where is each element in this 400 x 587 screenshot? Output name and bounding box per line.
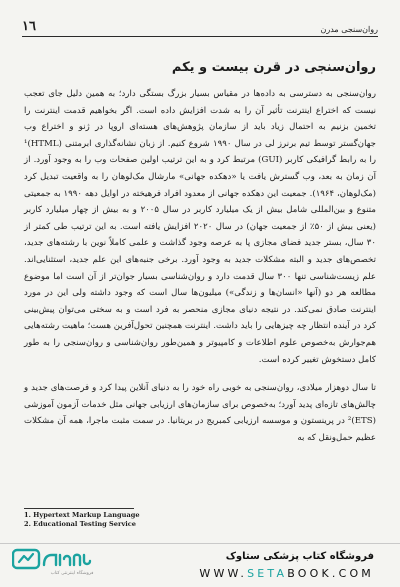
url-prefix: WWW. [199, 567, 248, 580]
paragraph-2: تا سال دوهزار میلادی، روان‌سنجی به خوبی راه خود را به دنیای آنلاین پیدا کرد و فرصت‌های جدید و چالش‌های تازه‌ای پدید آورد؛ به‌خصوص برای سازمان‌های ارزیابی جهانی مثل خدمات آزمون آموزشی (ETS)² در پرینستون و موسسه ارزیابی کمبریج در بریتانیا. در سمت مثبت ماجرا، همه آن مشکلات عظیم حمل‌ونقل که به [24, 383, 376, 443]
logo-mark [12, 547, 92, 571]
logo-tagline: فروشگاه اینترنتی کتاب [50, 571, 94, 576]
paragraph-1: روان‌سنجی به دسترسی به داده‌ها در مقیاس بسیار بزرگ بستگی دارد؛ به همین دلیل جای تعجب نیست که اختراع اینترنت تأثیر آن را به شدت افزایش داده است. اگر بخواهیم قدمت اینترنت را تخمین بزنیم به احتمال زیاد باید از سازمان پژوهش‌های هسته‌ای اروپا در ژنو و اختراع وب جهان‌گستر توسط تیم برنرز لی در سال ۱۹۹۰ شروع کنیم. از زبان نشانه‌گذاری ابرمتنی (HTML)¹ را به رابط گرافیکی کاربر (GUI) مرتبط کرد و به این ترتیب اولین صفحات وب را به وجود آورد. از آن زمان به بعد، وب گسترش یافت یا «دهکده جهانی» مارشال مک‌لوهان را به واقعیت تبدیل کرد (مک‌لوهان، ۱۹۶۴). جمعیت این دهکده جهانی از معدود افراد فرهیخته در اوایل دهه ۱۹۹۰ به جمعیتی متنوع و بین‌المللی شامل بیش از یک میلیارد کاربر در سال ۲۰۰۵ و به بیش از چهار میلیارد کاربر (یعنی بیش از ۵۰٪ از جمعیت جهان) در سال ۲۰۲۰ افزایش یافته است. به این ترتیب طی کمتر از ۳۰ سال، بستر جدید فضای مجازی پا به عرصه وجود گذاشت و علمی کاملاً نوین با رشته‌های جدید، تخصص‌های جدید و البته مشکلات جدید به وجود آورد. برخی جنبه‌های این علم جدید، استثنایی‌اند. علم زیست‌شناسی تنها ۳۰۰ سال قدمت دارد و روان‌شناسی بسیار جوان‌تر از آن است اما موضوع مطالعه هر دو (آنها «انسان‌ها و زندگی») میلیون‌ها سال است که وجود داشته ولی این در مورد اینترنت صادق نمی‌کند. در نتیجه دنیای مجازی منحصر به فرد است و به سختی می‌توان پیش‌بینی کرد در آینده انتظار چه چیزهایی را باید داشت. اینترنت همچنین تحول‌آفرین هست؛ ماهیت رشته‌هایی هم‌جوارش به‌خصوص علوم اطلاعات و کامپیوتر و همین‌طور روان‌شناسی و روان‌سنجی را به طور کامل دستخوش تغییر کرده است. [24, 89, 377, 365]
running-head [22, 12, 378, 34]
store-name: فروشگاه کتاب پزشکی ستاوک [225, 551, 374, 562]
url-highlight: SETA [247, 567, 288, 580]
page-number: ١٦ [22, 19, 36, 34]
running-head-title: روان‌سنجی مدرن [320, 25, 378, 34]
section-heading: روان‌سنجی در قرن بیست و یکم [171, 60, 376, 75]
body-text [24, 86, 376, 446]
footer-divider [0, 543, 400, 544]
footnote-2: 2. Educational Testing Service [24, 519, 136, 528]
url-suffix: BOOK.COM [287, 567, 374, 580]
footnote-divider [24, 508, 134, 509]
footnotes [24, 511, 264, 529]
header-divider [22, 36, 378, 37]
store-url[interactable] [199, 567, 374, 580]
setabook-logo-icon [12, 547, 92, 581]
footnote-1: 1. Hypertext Markup Language [24, 511, 140, 519]
